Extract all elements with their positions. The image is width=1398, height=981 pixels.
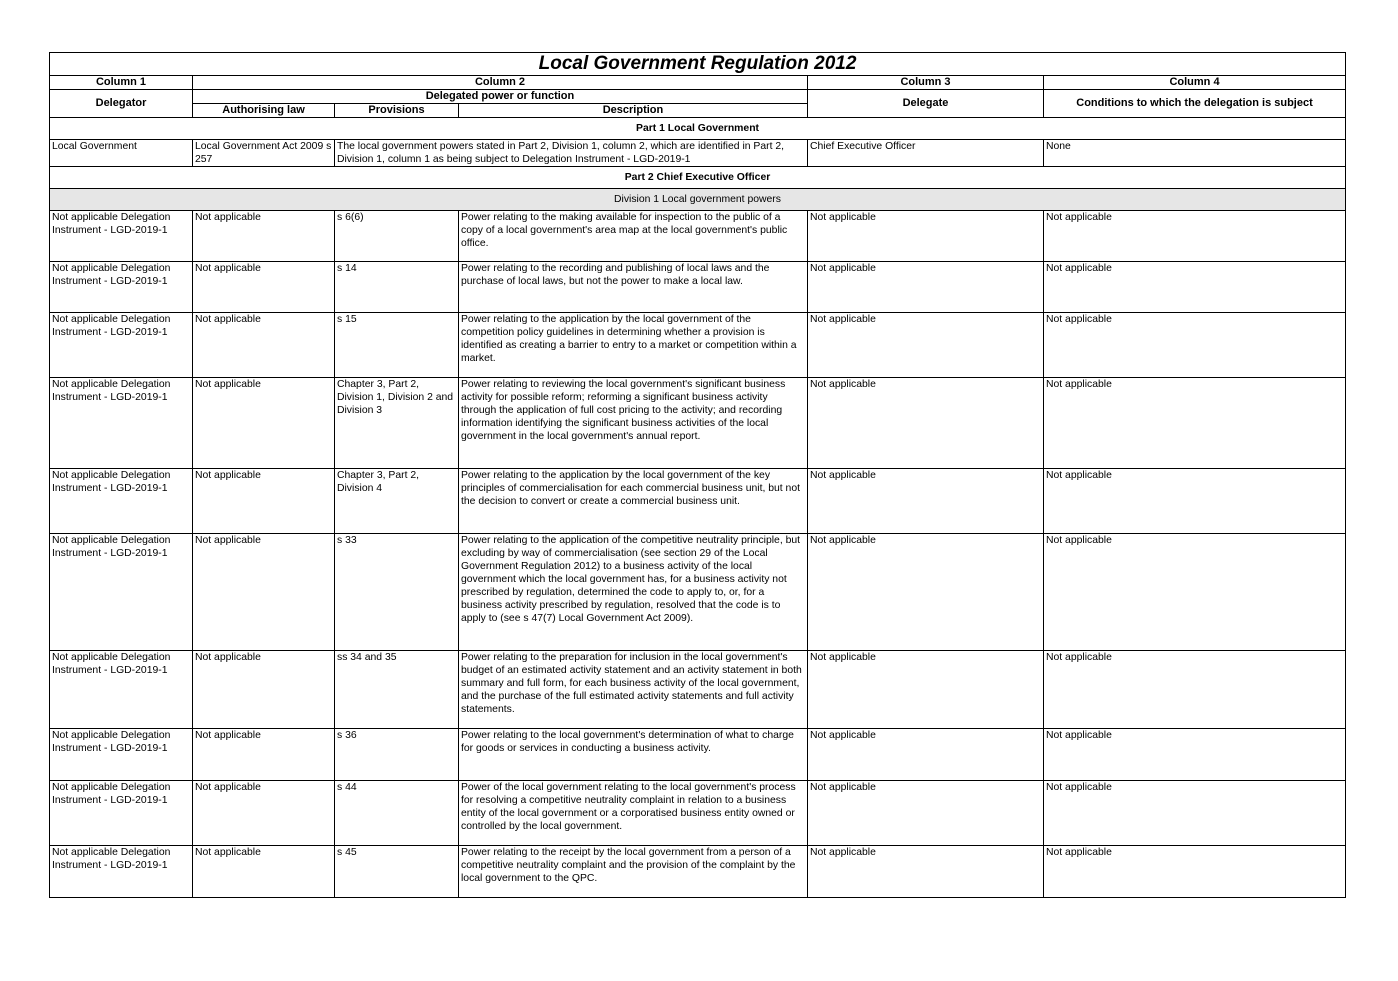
part1-row <box>50 140 1346 167</box>
part1-heading: Part 1 Local Government <box>50 118 1346 140</box>
column-number-row <box>50 76 1346 90</box>
delegator-cell: Not applicable Delegation Instrument - LGD-2019-1 <box>50 313 193 378</box>
provision-cell: s 33 <box>335 534 459 651</box>
delegator-cell: Not applicable Delegation Instrument - LGD-2019-1 <box>50 846 193 898</box>
conditions-cell: Not applicable <box>1044 469 1346 534</box>
provision-cell: Chapter 3, Part 2, Division 4 <box>335 469 459 534</box>
conditions-cell: Not applicable <box>1044 781 1346 846</box>
authorising-law-cell: Not applicable <box>193 534 335 651</box>
provision-cell: ss 34 and 35 <box>335 651 459 729</box>
provision-cell: s 14 <box>335 262 459 313</box>
table-row <box>50 781 1346 846</box>
table-row <box>50 729 1346 781</box>
authorising-law-cell: Not applicable <box>193 469 335 534</box>
table-row <box>50 846 1346 898</box>
delegate-cell: Not applicable <box>808 378 1044 469</box>
table-row <box>50 651 1346 729</box>
delegator-header: Delegator <box>50 90 193 118</box>
part1-conditions: None <box>1044 140 1346 167</box>
part2-heading-row <box>50 167 1346 189</box>
description-cell: Power relating to the recording and publishing of local laws and the purchase of local laws, but not the power to make a local law. <box>459 262 808 313</box>
column-4-label: Column 4 <box>1044 76 1346 90</box>
table-row <box>50 313 1346 378</box>
description-cell: Power relating to the application by the local government of the key principles of commercialisation for each commercial business unit, but not the decision to convert or create a commercial business unit. <box>459 469 808 534</box>
delegator-cell: Not applicable Delegation Instrument - LGD-2019-1 <box>50 378 193 469</box>
delegate-cell: Not applicable <box>808 781 1044 846</box>
description-header: Description <box>459 104 808 118</box>
part1-authorising-law: Local Government Act 2009 s 257 <box>193 140 335 167</box>
delegator-cell: Not applicable Delegation Instrument - LGD-2019-1 <box>50 211 193 262</box>
part1-delegator: Local Government <box>50 140 193 167</box>
authorising-law-cell: Not applicable <box>193 846 335 898</box>
authorising-law-cell: Not applicable <box>193 651 335 729</box>
delegate-cell: Not applicable <box>808 534 1044 651</box>
provision-cell: s 6(6) <box>335 211 459 262</box>
authorising-law-header: Authorising law <box>193 104 335 118</box>
part1-heading-row <box>50 118 1346 140</box>
table-row <box>50 262 1346 313</box>
conditions-cell: Not applicable <box>1044 262 1346 313</box>
delegate-cell: Not applicable <box>808 651 1044 729</box>
authorising-law-cell: Not applicable <box>193 211 335 262</box>
provisions-header: Provisions <box>335 104 459 118</box>
conditions-cell: Not applicable <box>1044 729 1346 781</box>
page-title: Local Government Regulation 2012 <box>50 53 1346 76</box>
conditions-cell: Not applicable <box>1044 378 1346 469</box>
table-row <box>50 534 1346 651</box>
delegate-header: Delegate <box>808 90 1044 118</box>
provision-cell: s 36 <box>335 729 459 781</box>
delegator-cell: Not applicable Delegation Instrument - LGD-2019-1 <box>50 651 193 729</box>
header-row <box>50 90 1346 104</box>
part1-delegate: Chief Executive Officer <box>808 140 1044 167</box>
delegate-cell: Not applicable <box>808 846 1044 898</box>
column-1-label: Column 1 <box>50 76 193 90</box>
table-row <box>50 378 1346 469</box>
part2-heading: Part 2 Chief Executive Officer <box>50 167 1346 189</box>
description-cell: Power relating to the application of the competitive neutrality principle, but excluding by way of commercialisation (see section 29 of the Local Government Regulation 2012) to a business activity of the local government which the local government has, for a business activity not prescribed by regulation, determined the code to apply to, or, for a business activity prescribed by regulation, resolved that the code is to apply to (see s 47(7) Local Government Act 2009). <box>459 534 808 651</box>
delegate-cell: Not applicable <box>808 262 1044 313</box>
division1-heading: Division 1 Local government powers <box>50 189 1346 211</box>
division1-row <box>50 189 1346 211</box>
conditions-cell: Not applicable <box>1044 313 1346 378</box>
authorising-law-cell: Not applicable <box>193 781 335 846</box>
delegate-cell: Not applicable <box>808 729 1044 781</box>
description-cell: Power relating to the receipt by the local government from a person of a competitive neutrality complaint and the provision of the complaint by the local government to the QPC. <box>459 846 808 898</box>
delegated-power-header: Delegated power or function <box>193 90 808 104</box>
delegator-cell: Not applicable Delegation Instrument - LGD-2019-1 <box>50 729 193 781</box>
delegator-cell: Not applicable Delegation Instrument - LGD-2019-1 <box>50 534 193 651</box>
description-cell: Power of the local government relating to the local government's process for resolving a competitive neutrality complaint in relation to a business entity of the local government or a corporatised business entity owned or controlled by the local government. <box>459 781 808 846</box>
authorising-law-cell: Not applicable <box>193 729 335 781</box>
table-row <box>50 211 1346 262</box>
conditions-cell: Not applicable <box>1044 846 1346 898</box>
conditions-cell: Not applicable <box>1044 211 1346 262</box>
column-2-label: Column 2 <box>193 76 808 90</box>
authorising-law-cell: Not applicable <box>193 262 335 313</box>
description-cell: Power relating to the local government's determination of what to charge for goods or services in conducting a business activity. <box>459 729 808 781</box>
provision-cell: s 45 <box>335 846 459 898</box>
authorising-law-cell: Not applicable <box>193 378 335 469</box>
provision-cell: s 15 <box>335 313 459 378</box>
description-cell: Power relating to reviewing the local government's significant business activity for possible reform; reforming a significant business activity through the application of full cost pricing to the activity; and recording information identifying the significant business activities of the local government in the local government's annual report. <box>459 378 808 469</box>
provision-cell: s 44 <box>335 781 459 846</box>
delegation-table <box>49 52 1346 898</box>
description-cell: Power relating to the making available for inspection to the public of a copy of a local government's area map at the local government's public office. <box>459 211 808 262</box>
description-cell: Power relating to the application by the local government of the competition policy guidelines in determining whether a provision is identified as creating a barrier to entry to a market or competition within a market. <box>459 313 808 378</box>
delegator-cell: Not applicable Delegation Instrument - LGD-2019-1 <box>50 262 193 313</box>
delegate-cell: Not applicable <box>808 313 1044 378</box>
conditions-header: Conditions to which the delegation is subject <box>1044 90 1346 118</box>
title-row <box>50 53 1346 76</box>
delegator-cell: Not applicable Delegation Instrument - LGD-2019-1 <box>50 469 193 534</box>
delegation-sheet <box>49 52 1345 898</box>
delegator-cell: Not applicable Delegation Instrument - LGD-2019-1 <box>50 781 193 846</box>
authorising-law-cell: Not applicable <box>193 313 335 378</box>
table-row <box>50 469 1346 534</box>
column-3-label: Column 3 <box>808 76 1044 90</box>
description-cell: Power relating to the preparation for inclusion in the local government's budget of an estimated activity statement and an activity statement in both summary and full form, for each business activity of the local government, and the purchase of the full estimated activity statements and full activity statements. <box>459 651 808 729</box>
conditions-cell: Not applicable <box>1044 534 1346 651</box>
provision-cell: Chapter 3, Part 2, Division 1, Division 2 and Division 3 <box>335 378 459 469</box>
conditions-cell: Not applicable <box>1044 651 1346 729</box>
part1-provisions-description: The local government powers stated in Part 2, Division 1, column 2, which are identified in Part 2, Division 1, column 1 as being subject to Delegation Instrument - LGD-2019-1 <box>335 140 808 167</box>
delegate-cell: Not applicable <box>808 469 1044 534</box>
delegate-cell: Not applicable <box>808 211 1044 262</box>
